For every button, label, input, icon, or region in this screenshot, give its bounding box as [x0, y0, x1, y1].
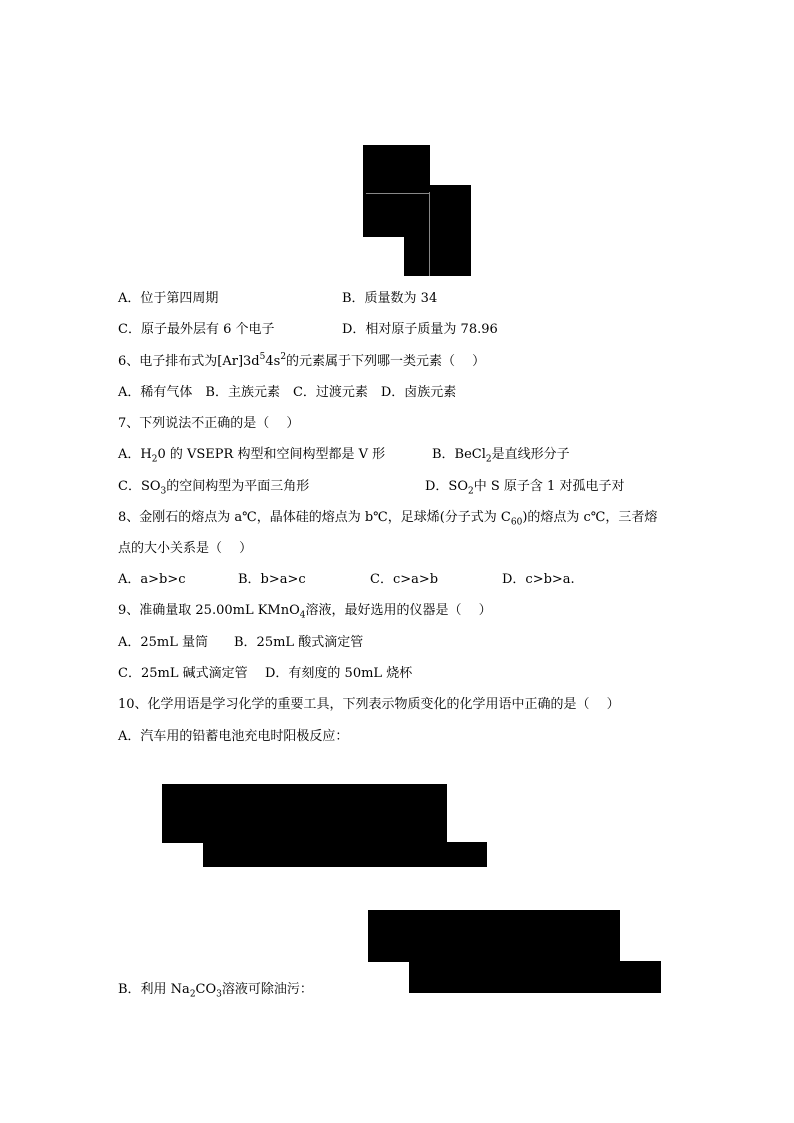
q7-option-d-text: D．SO — [425, 479, 468, 494]
redacted-equation-b — [409, 961, 661, 993]
q6-stem-text: 4s — [265, 354, 281, 369]
q7-option-b — [432, 445, 570, 465]
q9-option-a: A．25mL 量筒 — [118, 635, 209, 650]
q6-sup: 5 — [259, 351, 266, 362]
q5-option-a: A．位于第四周期 — [118, 291, 219, 306]
q8-stem-text: 8、金刚石的熔点为 a℃，晶体硅的熔点为 b℃，足球烯(分子式为 C — [118, 510, 511, 525]
q7-option-b-text: 是直线形分子 — [491, 447, 570, 462]
q9-stem-text: 9、准确量取 25.00mL KMnO — [118, 603, 300, 618]
q7-option-a — [118, 445, 385, 465]
q6-options: A．稀有气体 B．主族元素 C．过渡元素 D．卤族元素 — [118, 385, 457, 400]
redacted-image-top — [363, 145, 430, 187]
q10-option-a: A．汽车用的铅蓄电池充电时阳极反应： — [118, 729, 349, 744]
q8-stem-line2: 点的大小关系是（ ） — [118, 541, 253, 556]
q7-option-d — [425, 477, 624, 497]
q7-option-c-text: C．SO — [118, 479, 161, 494]
q5-option-b: B．质量数为 34 — [342, 291, 438, 306]
q6-stem-text: 的元素属于下列哪一类元素（ ） — [286, 354, 486, 369]
q5-option-d: D．相对原子质量为 78.96 — [342, 322, 498, 337]
q10-option-b — [118, 980, 313, 1000]
redacted-equation-b — [368, 910, 620, 962]
subscript: 60 — [510, 517, 523, 528]
q10-option-b-text: CO — [195, 982, 217, 997]
q8-stem-line1 — [118, 508, 657, 528]
q10-option-b-text: 溶液可除油污： — [221, 982, 313, 997]
q8-option-c: C．c>a>b — [370, 572, 439, 587]
q7-option-d-text: 中 S 原子含 1 对孤电子对 — [473, 479, 625, 494]
q8-option-a: A．a>b>c — [118, 572, 186, 587]
redacted-equation-a — [162, 784, 447, 843]
q8-stem-text: )的熔点为 c℃，三者熔 — [522, 510, 658, 525]
image-divider — [429, 192, 430, 276]
q7-option-c — [118, 477, 309, 497]
subscript: 2 — [485, 454, 492, 465]
subscript: 2 — [151, 454, 158, 465]
q9-stem-text: 溶液，最好选用的仪器是（ ） — [305, 603, 492, 618]
q7-option-a-text: A．H — [118, 447, 152, 462]
q7-option-b-text: B．BeCl — [432, 447, 486, 462]
subscript: 2 — [468, 486, 474, 497]
q9-option-b: B．25mL 酸式滴定管 — [234, 635, 364, 650]
q10-option-b-text: B．利用 Na — [118, 982, 190, 997]
q9-option-c: C．25mL 碱式滴定管 — [118, 666, 248, 681]
subscript: 3 — [160, 486, 167, 497]
image-divider — [366, 193, 429, 194]
q9-stem — [118, 601, 492, 621]
q6-sup: 2 — [280, 351, 287, 362]
q6-stem — [118, 352, 485, 372]
subscript: 2 — [189, 989, 196, 1000]
subscript: 3 — [216, 989, 222, 1000]
q5-option-c: C．原子最外层有 6 个电子 — [118, 322, 275, 337]
q6-stem-text: 6、电子排布式为[Ar]3d — [118, 354, 260, 369]
q8-option-b: B．b>a>c — [238, 572, 306, 587]
q10-stem: 10、化学用语是学习化学的重要工具，下列表示物质变化的化学用语中正确的是（ ） — [118, 697, 620, 712]
q7-stem: 7、下列说法不正确的是（ ） — [118, 416, 300, 431]
redacted-equation-a — [203, 842, 487, 867]
subscript: 4 — [299, 610, 306, 621]
q8-option-d: D．c>b>a. — [502, 572, 575, 587]
redacted-image-top — [404, 185, 471, 276]
q9-option-d: D．有刻度的 50mL 烧杯 — [265, 666, 413, 681]
q7-option-c-text: 的空间构型为平面三角形 — [166, 479, 310, 494]
q7-option-a-text: 0 的 VSEPR 构型和空间构型都是 V 形 — [157, 447, 386, 462]
